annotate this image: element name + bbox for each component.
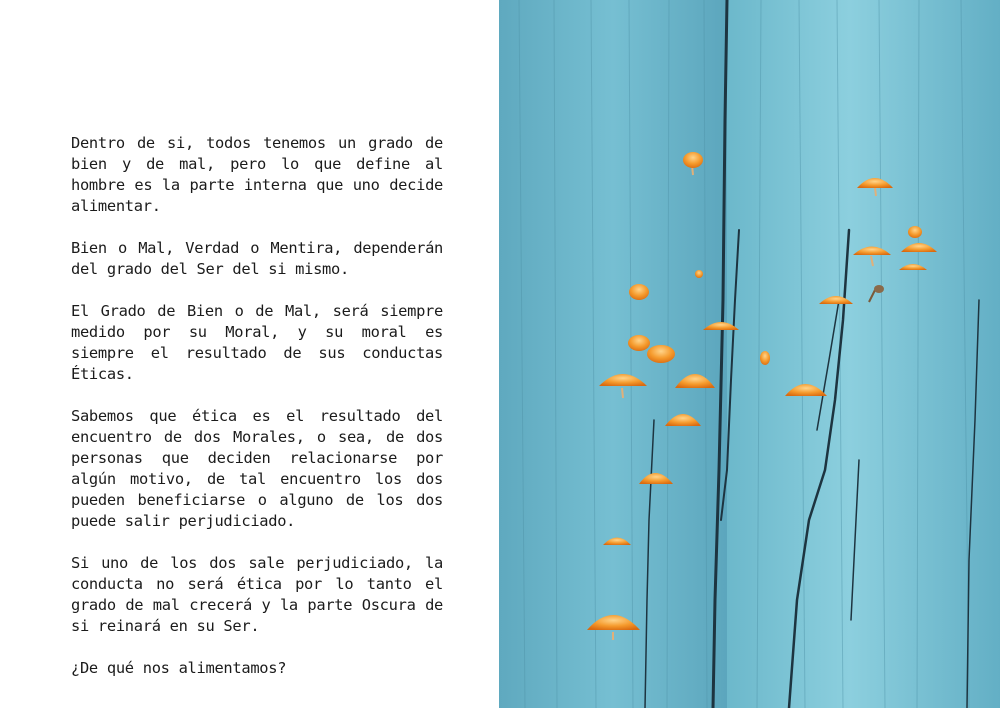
mushroom <box>647 345 675 363</box>
mushroom <box>629 284 649 300</box>
closing-question: ¿De qué nos alimentamos? <box>71 659 287 677</box>
paragraph-5: Si uno de los dos sale perjudiciado, la conducta no será ética por lo tanto el grado de mal crecerá y la parte Oscura de si reinará en su Ser. <box>71 554 443 635</box>
mushroom <box>628 335 650 351</box>
paragraph-3: El Grado de Bien o de Mal, será siempre medido por su Moral, y su moral es siempre el resultado de sus conductas Éticas. <box>71 302 443 383</box>
wood-plank-left <box>499 0 727 708</box>
mushroom-photo-illustration <box>499 0 1000 708</box>
paragraph-4: Sabemos que ética es el resultado del encuentro de dos Morales, o sea, de dos personas que deciden relacionarse por algún motivo, de tal encuentro los dos pueden beneficiarse o alguno de los dos puede salir perjudiciado. <box>71 407 443 530</box>
mushroom <box>760 351 770 365</box>
paragraph-1: Dentro de si, todos tenemos un grado de bien y de mal, pero lo que define al hombre es la parte interna que uno decide alimentar. <box>71 134 443 215</box>
mushroom <box>695 270 703 278</box>
mushroom-photo <box>499 0 1000 708</box>
text-column <box>0 0 499 708</box>
paragraph-2: Bien o Mal, Verdad o Mentira, dependerán del grado del Ser del si mismo. <box>71 239 443 278</box>
mushroom <box>908 226 922 238</box>
